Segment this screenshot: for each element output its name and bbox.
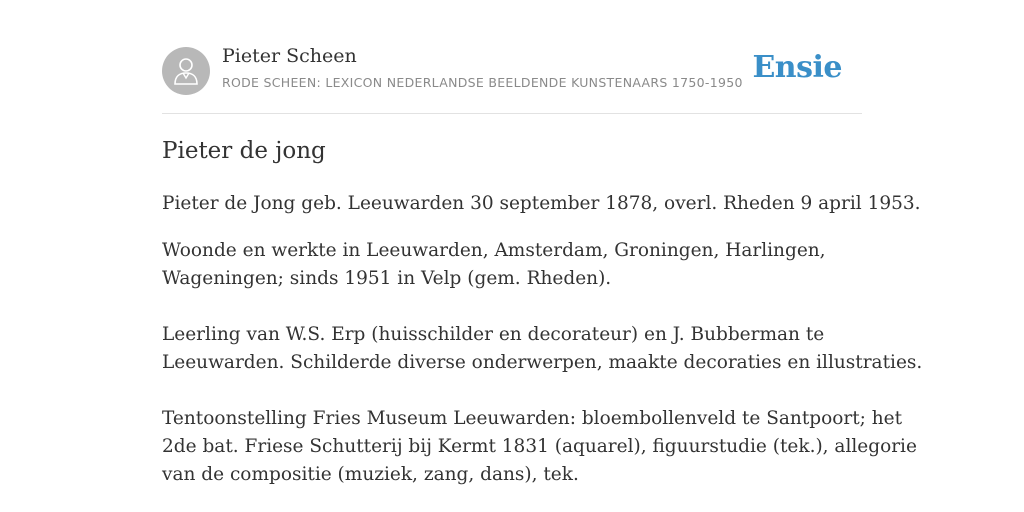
page-container xyxy=(162,0,923,485)
article-title: Pieter de jong xyxy=(162,138,326,164)
text-line: Tentoonstelling Fries Museum Leeuwarden: bloembollenveld te Santpoort; het xyxy=(162,408,903,429)
text-line: van de compositie (muziek, zang, dans), tek. xyxy=(162,464,579,485)
text-line: Leerling van W.S. Erp (huisschilder en decorateur) en J. Bubberman te xyxy=(162,324,825,345)
article-paragraph xyxy=(162,237,862,293)
user-icon xyxy=(173,56,199,86)
text-line: Leeuwarden. Schilderde diverse onderwerpen, maakte decoraties en illustraties. xyxy=(162,352,923,373)
article-header xyxy=(162,0,862,114)
text-line: Wageningen; sinds 1951 in Velp (gem. Rheden). xyxy=(162,268,612,289)
text-line: 2de bat. Friese Schutterij bij Kermt 1831 (aquarel), figuurstudie (tek.), allegorie xyxy=(162,436,917,457)
text-line: Pieter de Jong geb. Leeuwarden 30 september 1878, overl. Rheden 9 april 1953. xyxy=(162,193,921,214)
author-name[interactable]: Pieter Scheen xyxy=(222,45,357,67)
source-title[interactable]: RODE SCHEEN: LEXICON NEDERLANDSE BEELDENDE KUNSTENAARS 1750-1950 xyxy=(222,75,743,90)
article-paragraph xyxy=(162,405,917,489)
ensie-logo[interactable]: Ensie xyxy=(752,50,842,85)
text-line: Woonde en werkte in Leeuwarden, Amsterdam, Groningen, Harlingen, xyxy=(162,240,826,261)
article-paragraph xyxy=(162,321,923,377)
article-paragraph xyxy=(162,190,921,218)
author-avatar[interactable] xyxy=(162,47,210,95)
